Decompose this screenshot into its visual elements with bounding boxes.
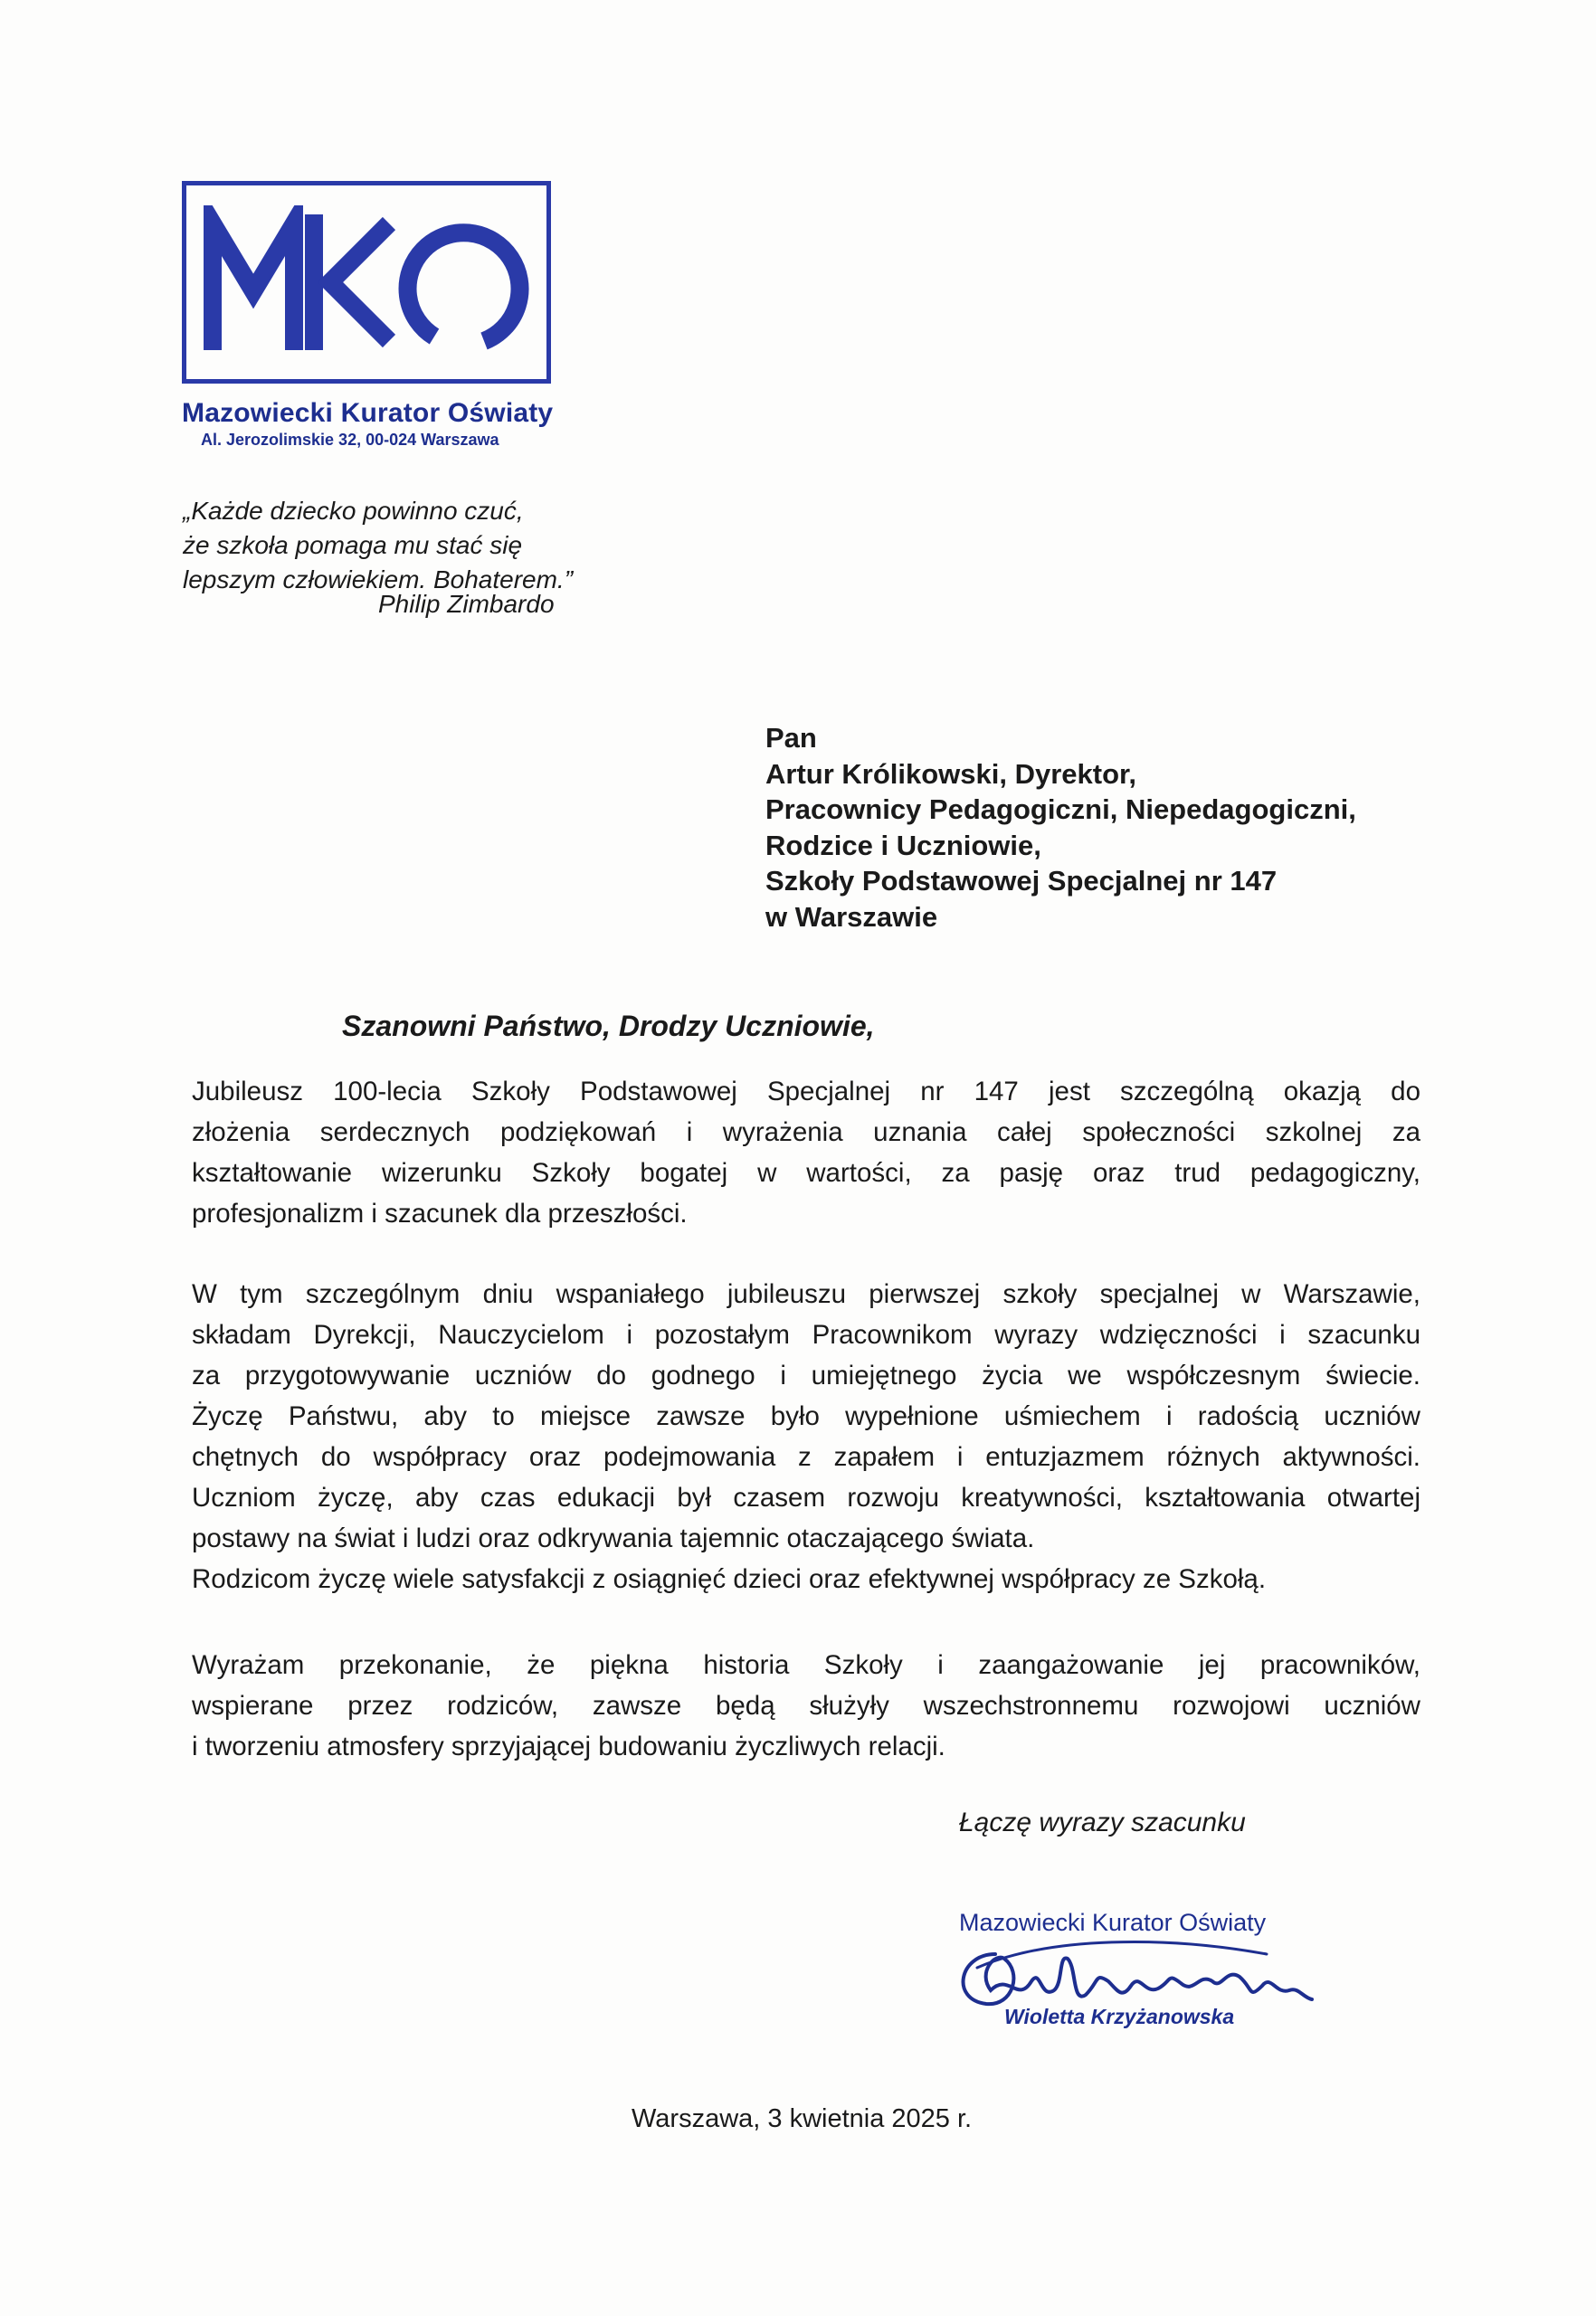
paragraph-line: złożenia serdecznych podziękowań i wyrażenia uznania całej społeczności szkolnej za	[192, 1117, 1420, 1147]
body-paragraph-2	[192, 1274, 1420, 1599]
body-paragraph-1	[192, 1071, 1420, 1234]
paragraph-line: profesjonalizm i szacunek dla przeszłości.	[192, 1199, 688, 1229]
handwritten-signature	[941, 1918, 1321, 2017]
stamp-title: Mazowiecki Kurator Oświaty	[959, 1909, 1267, 1936]
org-address: Al. Jerozolimskie 32, 00-024 Warszawa	[201, 431, 499, 449]
addressee-line: Szkoły Podstawowej Specjalnej nr 147	[765, 865, 1278, 897]
addressee-line: Pan	[765, 722, 817, 754]
paragraph-line: Jubileusz 100-lecia Szkoły Podstawowej Specjalnej nr 147 jest szczególną okazją do	[192, 1077, 1420, 1106]
mko-logo-mark	[204, 205, 529, 359]
salutation: Szanowni Państwo, Drodzy Uczniowie,	[342, 1010, 875, 1042]
date-line: Warszawa, 3 kwietnia 2025 r.	[632, 2104, 973, 2133]
quote-line: lepszym człowiekiem. Bohaterem.”	[183, 565, 574, 593]
paragraph-line: postawy na świat i ludzi oraz odkrywania tajemnic otaczającego świata.	[192, 1523, 1035, 1553]
addressee-line: Artur Królikowski, Dyrektor,	[765, 757, 1137, 790]
paragraph-line: W tym szczególnym dniu wspaniałego jubileuszu pierwszej szkoły specjalnej w Warszawie,	[192, 1279, 1420, 1309]
quote-line: że szkoła pomaga mu stać się	[183, 531, 523, 559]
addressee-block	[765, 720, 1356, 935]
paragraph-line: kształtowanie wizerunku Szkoły bogatej w wartości, za pasję oraz trud pedagogiczny,	[192, 1158, 1420, 1188]
quote	[183, 494, 573, 597]
org-name: Mazowiecki Kurator Oświaty	[182, 398, 554, 428]
addressee-line: w Warszawie	[765, 900, 938, 933]
addressee-line: Rodzice i Uczniowie,	[765, 829, 1041, 861]
paragraph-line: składam Dyrekcji, Nauczycielom i pozostałym Pracownikom wyrazy wdzięczności i szacunku	[192, 1320, 1420, 1350]
paragraph-line: wspierane przez rodziców, zawsze będą służyły wszechstronnemu rozwojowi uczniów	[192, 1691, 1420, 1721]
paragraph-line: Życzę Państwu, aby to miejsce zawsze było wypełnione uśmiechem i radością uczniów	[192, 1401, 1420, 1431]
quote-author: Philip Zimbardo	[378, 590, 555, 618]
stamp-name: Wioletta Krzyżanowska	[1004, 2005, 1235, 2028]
paragraph-line: Rodzicom życzę wiele satysfakcji z osiągnięć dzieci oraz efektywnej współpracy ze Szkołą.	[192, 1564, 1267, 1594]
closing: Łączę wyrazy szacunku	[959, 1808, 1246, 1837]
paragraph-line: chętnych do współpracy oraz podejmowania z zapałem i entuzjazmem różnych aktywności.	[192, 1442, 1420, 1472]
paragraph-line: i tworzeniu atmosfery sprzyjającej budowaniu życzliwych relacji.	[192, 1732, 945, 1761]
addressee-line: Pracownicy Pedagogiczni, Niepedagogiczni,	[765, 793, 1356, 825]
quote-line: „Każde dziecko powinno czuć,	[183, 497, 524, 525]
paragraph-line: Uczniom życzę, aby czas edukacji był czasem rozwoju kreatywności, kształtowania otwartej	[192, 1483, 1420, 1513]
mko-logo	[182, 181, 551, 384]
paragraph-line: Wyrażam przekonanie, że piękna historia Szkoły i zaangażowanie jej pracowników,	[192, 1650, 1420, 1680]
paragraph-line: za przygotowywanie uczniów do godnego i umiejętnego życia we współczesnym świecie.	[192, 1361, 1420, 1391]
body-paragraph-3	[192, 1645, 1420, 1767]
